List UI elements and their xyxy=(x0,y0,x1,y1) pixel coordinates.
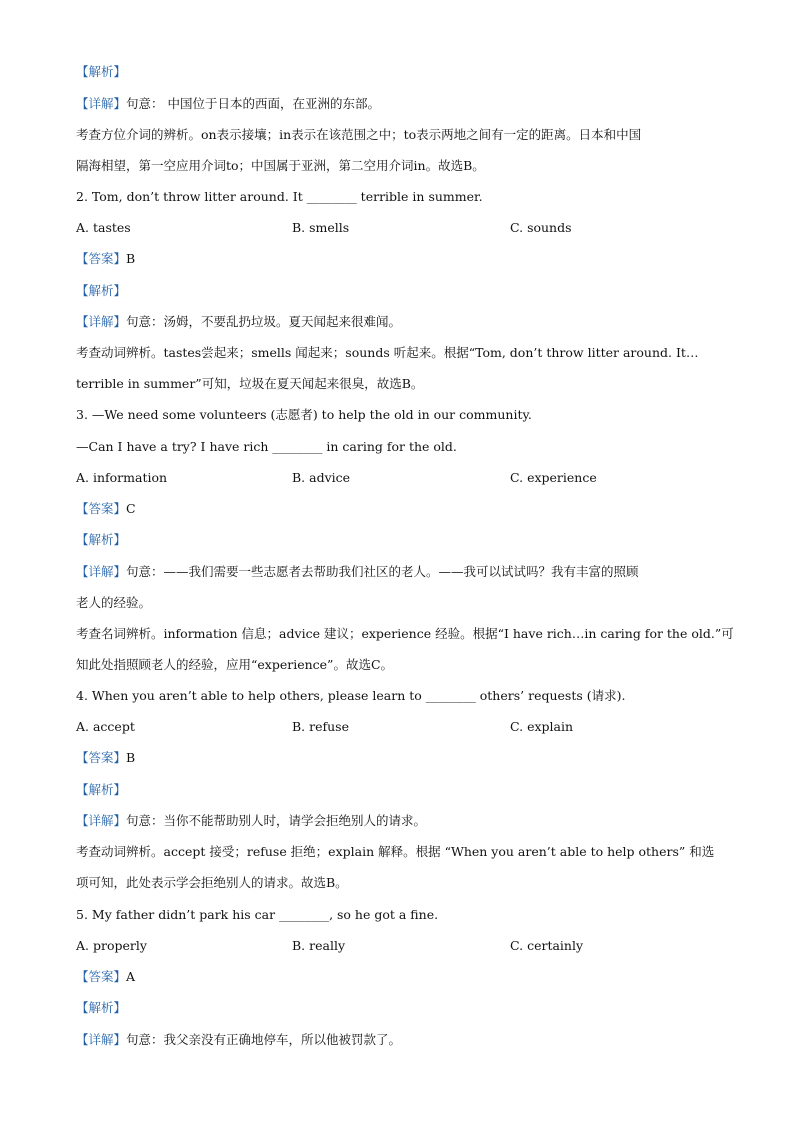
detail-line: 【详解】句意： 中国位于日本的西面，在亚洲的东部。 xyxy=(76,96,380,111)
answer-line: 【答案】B xyxy=(76,750,136,765)
explanation-line: 知此处指照顾老人的经验，应用“experience”。故选C。 xyxy=(76,657,394,672)
answer-line: 【答案】C xyxy=(76,501,136,516)
explanation-line: 项可知，此处表示学会拒绝别人的请求。故选B。 xyxy=(76,875,348,890)
question-stem: 4. When you aren’t able to help others, please learn to ________ others’ requests (请求). xyxy=(76,688,626,703)
detail-line: 【详解】句意：我父亲没有正确地停车，所以他被罚款了。 xyxy=(76,1032,402,1047)
option-b: B. really xyxy=(292,938,346,953)
explanation-line: 考查名词辨析。information 信息；advice 建议；experience 经验。根据“I have rich…in caring for the old.”可 xyxy=(76,626,734,641)
analysis-heading: 【解析】 xyxy=(76,64,127,79)
answer-line: 【答案】A xyxy=(76,969,136,984)
option-a: A. properly xyxy=(76,938,147,953)
explanation-line: 考查动词辨析。tastes尝起来；smells 闻起来；sounds 听起来。根据“Tom, don’t throw litter around. It… xyxy=(76,345,699,360)
analysis-heading: 【解析】 xyxy=(76,532,127,547)
explanation-line: 考查动词辨析。accept 接受；refuse 拒绝；explain 解释。根据 “When you aren’t able to help others” 和选 xyxy=(76,844,715,859)
analysis-heading: 【解析】 xyxy=(76,1000,127,1015)
option-c: C. experience xyxy=(510,470,597,485)
detail-line: 【详解】句意：当你不能帮助别人时，请学会拒绝别人的请求。 xyxy=(76,813,427,828)
question-stem: 2. Tom, don’t throw litter around. It ________ terrible in summer. xyxy=(76,189,483,204)
detail-line: 老人的经验。 xyxy=(76,595,152,610)
question-stem: —Can I have a try? I have rich ________ in caring for the old. xyxy=(76,439,457,454)
question-stem: 5. My father didn’t park his car ________, so he got a fine. xyxy=(76,907,439,922)
option-c: C. sounds xyxy=(510,220,572,235)
detail-line: 【详解】句意：汤姆，不要乱扔垃圾。夏天闻起来很难闻。 xyxy=(76,314,402,329)
option-a: A. tastes xyxy=(76,220,131,235)
analysis-heading: 【解析】 xyxy=(76,782,127,797)
option-b: B. smells xyxy=(292,220,350,235)
explanation-line: 考查方位介词的辨析。on表示接壤；in表示在该范围之中；to表示两地之间有一定的距离。日本和中国 xyxy=(76,127,642,142)
option-a: A. information xyxy=(76,470,168,485)
option-c: C. certainly xyxy=(510,938,584,953)
explanation-line: terrible in summer”可知，垃圾在夏天闻起来很臭，故选B。 xyxy=(76,376,424,391)
answer-line: 【答案】B xyxy=(76,251,136,266)
option-a: A. accept xyxy=(76,719,135,734)
option-b: B. refuse xyxy=(292,719,349,734)
option-c: C. explain xyxy=(510,719,574,734)
option-b: B. advice xyxy=(292,470,351,485)
question-stem: 3. —We need some volunteers (志愿者) to help the old in our community. xyxy=(76,407,532,422)
explanation-line: 隔海相望，第一空应用介词to；中国属于亚洲，第二空用介词in。故选B。 xyxy=(76,158,485,173)
analysis-heading: 【解析】 xyxy=(76,283,127,298)
detail-line: 【详解】句意：——我们需要一些志愿者去帮助我们社区的老人。——我可以试试吗？我有丰富的照顾 xyxy=(76,564,639,579)
